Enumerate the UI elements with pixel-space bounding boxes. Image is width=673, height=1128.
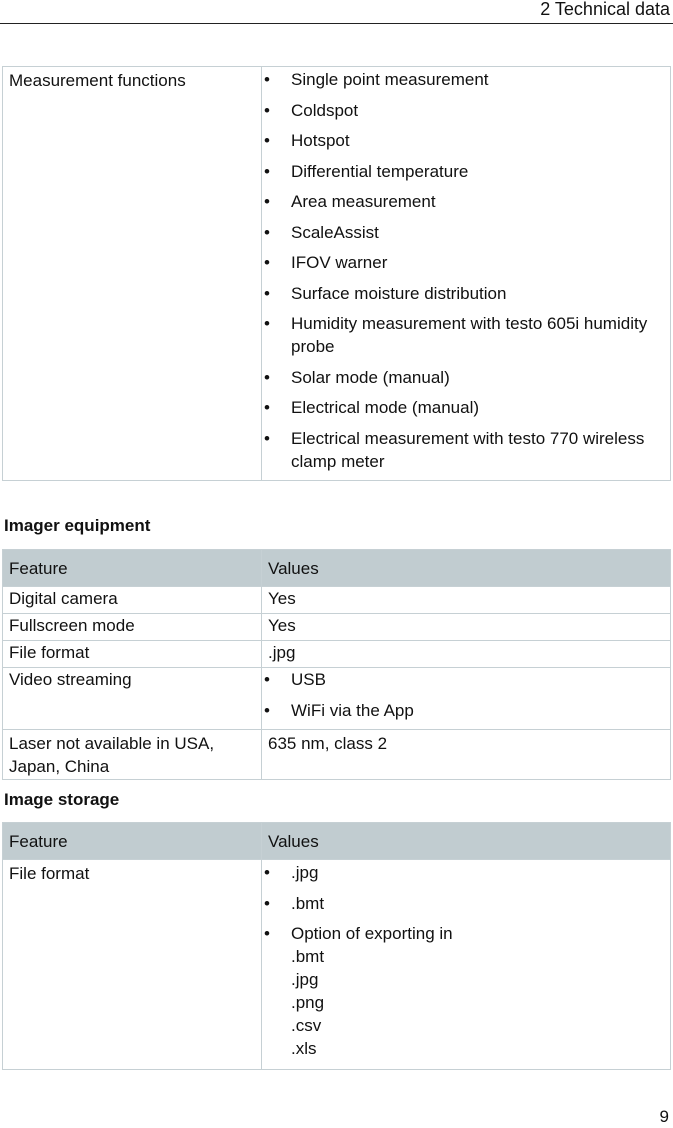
export-format: .bmt [291, 947, 325, 966]
list-item: • IFOV warner [268, 251, 664, 274]
list-item: • Solar mode (manual) [268, 366, 664, 389]
measurement-label: Measurement functions [3, 67, 262, 481]
value-cell: 635 nm, class 2 [262, 730, 671, 780]
feature-cell: Laser not available in USA, Japan, China [3, 730, 262, 780]
column-header-values: Values [262, 550, 671, 587]
export-format: .jpg [291, 970, 319, 989]
page-number: 9 [659, 1107, 669, 1126]
table-row [3, 860, 671, 1070]
table-row [3, 614, 671, 641]
column-header-feature: Feature [3, 823, 262, 860]
list-item: • WiFi via the App [268, 699, 664, 722]
list-item: • .jpg [268, 861, 664, 884]
list-item: • Hotspot [268, 129, 664, 152]
list-item: • ScaleAssist [268, 221, 664, 244]
list-item: • Coldspot [268, 99, 664, 122]
table-row [3, 730, 671, 780]
feature-cell: Video streaming [3, 668, 262, 730]
list-item: • .bmt [268, 892, 664, 915]
list-item: • Differential temperature [268, 160, 664, 183]
table-row [3, 587, 671, 614]
export-format: .csv [291, 1016, 322, 1035]
export-format: .xls [291, 1039, 317, 1058]
image-storage-table [2, 822, 671, 1070]
header-rule [0, 23, 673, 24]
feature-cell: File format [3, 641, 262, 668]
list-item: • Humidity measurement with testo 605i humidity probe [268, 312, 664, 358]
value-cell: .jpg [262, 641, 671, 668]
export-label: Option of exporting in [291, 924, 453, 943]
section-title-imager: Imager equipment [4, 516, 151, 535]
column-header-feature: Feature [3, 550, 262, 587]
feature-cell: Fullscreen mode [3, 614, 262, 641]
list-item: • USB [268, 668, 664, 691]
page-header: 2 Technical data [540, 0, 670, 19]
list-item: • Electrical mode (manual) [268, 396, 664, 419]
measurement-functions-table [2, 66, 671, 481]
imager-equipment-table [2, 549, 671, 780]
value-cell: Yes [262, 587, 671, 614]
list-item: • Single point measurement [268, 68, 664, 91]
export-format: .png [291, 993, 325, 1012]
list-item [268, 922, 664, 1060]
list-item: • Area measurement [268, 190, 664, 213]
feature-cell: Digital camera [3, 587, 262, 614]
list-item: • Surface moisture distribution [268, 282, 664, 305]
table-row [3, 668, 671, 730]
list-item: • Electrical measurement with testo 770 wireless clamp meter [268, 427, 664, 473]
table-row [3, 641, 671, 668]
measurement-list [268, 68, 664, 473]
section-title-storage: Image storage [4, 790, 120, 809]
value-cell: Yes [262, 614, 671, 641]
column-header-values: Values [262, 823, 671, 860]
feature-cell: File format [3, 860, 262, 1070]
